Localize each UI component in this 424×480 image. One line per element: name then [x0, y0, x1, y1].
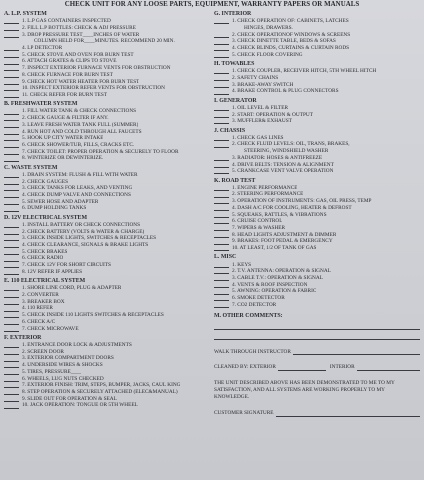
check-blank[interactable] — [214, 225, 229, 231]
checklist-item-label: 4. RUN HOT AND COLD THROUGH ALL FAUCETS — [22, 128, 142, 135]
demonstration-statement: THE UNIT DESCRIBED ABOVE HAS BEEN DEMONSTRATED TO ME TO MY SATISFACTION, AND ALL SYSTEMS ARE WORKING PROPERLY TO MY KNOWLEDGE. — [214, 380, 395, 400]
checklist-item-label: 5. TIRES, PRESSURE____ — [22, 368, 82, 375]
check-blank[interactable] — [4, 65, 19, 71]
comments-line[interactable] — [214, 320, 420, 330]
comments-line[interactable] — [214, 330, 420, 340]
checklist-item-label: 5. SQUEAKS, RATTLES, & VIBRATIONS — [232, 211, 327, 218]
checklist-item-label: 6. CHECK A/C — [22, 318, 56, 325]
check-blank[interactable] — [214, 52, 229, 58]
checklist-columns — [4, 11, 420, 417]
check-blank[interactable] — [4, 285, 19, 291]
checklist-item-label: 3. CHECK TANKS FOR LEAKS, AND VENTING — [22, 185, 133, 192]
checklist-item — [4, 305, 212, 312]
checklist-item — [214, 302, 420, 309]
checklist-item-label: 3. BREAKER BOX — [22, 298, 65, 305]
checklist-item — [214, 232, 420, 239]
check-blank[interactable] — [4, 382, 19, 388]
check-blank[interactable] — [214, 295, 229, 301]
check-blank[interactable] — [4, 249, 19, 255]
checklist-item — [4, 389, 212, 396]
checklist-item — [4, 45, 212, 52]
checklist-item-label: 2. CHECK GAUGES — [22, 178, 69, 185]
checklist-item-label: 9. BRAKES: FOOT PEDAL & EMERGENCY — [232, 238, 333, 245]
check-blank[interactable] — [214, 262, 229, 268]
checklist-item — [214, 212, 420, 219]
section-title-110-electrical-system: E. 110 ELECTRICAL SYSTEM — [4, 278, 86, 285]
checklist-item-label: 1. DRAIN SYSTEM: FLUSH & FILL WITH WATER — [22, 171, 138, 178]
check-blank[interactable] — [214, 282, 229, 288]
checklist-item-label: 2. SAFETY CHAINS — [232, 74, 279, 81]
check-blank[interactable] — [4, 299, 19, 305]
checklist-item — [4, 65, 212, 72]
checklist-item — [214, 135, 420, 142]
checklist-item — [4, 285, 212, 292]
checklist-item — [4, 326, 212, 333]
cleaned-exterior-field[interactable] — [278, 365, 326, 371]
check-blank[interactable] — [4, 305, 19, 311]
customer-signature-field[interactable] — [276, 411, 421, 417]
check-blank[interactable] — [4, 108, 19, 114]
checklist-item — [4, 85, 212, 92]
check-blank[interactable] — [214, 32, 229, 38]
checklist-item-label: 6. CHECK SHOWER/TUB, FILLS, CRACKS ETC. — [22, 141, 135, 148]
check-blank[interactable] — [4, 72, 19, 78]
check-blank[interactable] — [4, 229, 19, 235]
check-blank[interactable] — [4, 199, 19, 205]
check-blank[interactable] — [4, 242, 19, 248]
checklist-item — [214, 141, 420, 148]
checklist-item — [4, 72, 212, 79]
checklist-item — [4, 319, 212, 326]
checklist-item-label: 6. CHECK RADIO — [22, 255, 64, 262]
check-blank[interactable] — [4, 85, 19, 91]
check-blank[interactable] — [214, 268, 229, 274]
check-blank[interactable] — [214, 198, 229, 204]
checklist-item-label: 2. SCREEN DOOR — [22, 348, 64, 355]
checklist-item-label: 1. KEYS — [232, 261, 252, 268]
comments-heading: M. OTHER COMMENTS: — [214, 312, 283, 319]
check-blank[interactable] — [214, 105, 229, 111]
check-blank[interactable] — [4, 58, 19, 64]
checklist-item — [4, 396, 212, 403]
customer-signature-label: CUSTOMER SIGNATURE — [214, 409, 274, 416]
checklist-item — [4, 172, 212, 179]
checklist-item — [214, 288, 420, 295]
checklist-item-label: 3. CHECK INSIDE LIGHTS, SWITCHES & RECEPTACLES — [22, 235, 157, 242]
checklist-item-label: 3. BRAKE-AWAY SWITCH — [232, 81, 294, 88]
checklist-item — [214, 185, 420, 192]
checklist-item-label: 4. BRAKE CONTROL & PLUG CONNECTORS — [232, 88, 339, 95]
checklist-item-label: 4. LP DETECTOR — [22, 45, 63, 52]
checklist-item-label: 3. CABLE T.V.: OPERATION & SIGNAL — [232, 274, 323, 281]
check-blank[interactable] — [214, 88, 229, 94]
section-title-towables: H. TOWABLES — [214, 61, 255, 68]
checklist-item — [214, 205, 420, 212]
checklist-item — [214, 75, 420, 82]
check-blank[interactable] — [214, 191, 229, 197]
check-blank[interactable] — [4, 185, 19, 191]
section-title-interior: G. INTERIOR — [214, 11, 252, 17]
check-blank[interactable] — [4, 155, 19, 161]
check-blank[interactable] — [214, 45, 229, 51]
check-blank[interactable] — [4, 32, 19, 38]
checklist-item — [4, 299, 212, 306]
check-blank[interactable] — [4, 25, 19, 31]
checklist-item-label: 1. CHECK COUPLER, RECEIVER HITCH, 5TH WHEEL HITCH — [232, 68, 377, 75]
checklist-item-label: 8. HEAD LIGHTS ADJUSTMENT & DIMMER — [232, 231, 337, 238]
checklist-item-label: 1. CHECK GAS LINES — [232, 134, 284, 141]
check-blank[interactable] — [4, 269, 19, 275]
check-blank[interactable] — [4, 122, 19, 128]
checklist-item-label: 7. CHECK TOILET: PROPER OPERATION & SECURELY TO FLOOR — [22, 148, 179, 155]
checklist-item — [214, 282, 420, 289]
checklist-item-label: 5. CHECK FLOOR COVERING — [232, 51, 303, 58]
checklist-item — [214, 118, 420, 125]
checklist-item-label: 3. RADIATOR: HOSES & ANTIFREEZE — [232, 154, 323, 161]
check-blank[interactable] — [4, 172, 19, 178]
check-blank[interactable] — [214, 141, 229, 147]
checklist-item — [4, 192, 212, 199]
check-blank[interactable] — [214, 245, 229, 251]
check-blank[interactable] — [214, 218, 229, 224]
walk-through-row — [214, 349, 420, 356]
page-header: CHECK UNIT FOR ANY LOOSE PARTS, EQUIPMENT, WARRANTY PAPERS OR MANUALS — [64, 1, 360, 8]
checklist-item-label: 8. CHECK FURNACE FOR BURN TEST — [22, 71, 113, 78]
check-blank[interactable] — [4, 349, 19, 355]
checklist-item-label: 2. CHECK BATTERY (VOLTS & WATER & CHARGE) — [22, 228, 145, 235]
check-blank[interactable] — [214, 18, 229, 24]
check-blank[interactable] — [214, 38, 229, 44]
check-blank[interactable] — [4, 149, 19, 155]
checklist-item-label: 1. SHORE LINE CORD, PLUG & ADAPTER — [22, 285, 122, 292]
check-blank[interactable] — [214, 82, 229, 88]
checklist-item — [214, 88, 420, 95]
checklist-item — [4, 155, 212, 162]
checklist-item — [4, 18, 212, 25]
check-blank[interactable] — [214, 232, 229, 238]
checklist-item — [214, 268, 420, 275]
check-blank[interactable] — [4, 205, 19, 211]
checklist-item-label: 11. CHECK REFER FOR BURN TEST — [22, 91, 108, 98]
check-blank[interactable] — [214, 155, 229, 161]
checklist-item-label: 6. DUMP HOLDING TANKS — [22, 205, 87, 212]
check-blank[interactable] — [4, 135, 19, 141]
checklist-item — [214, 18, 420, 25]
check-blank[interactable] — [214, 135, 229, 141]
check-blank[interactable] — [214, 68, 229, 74]
checklist-item-label: 2. START: OPERATION & OUTPUT — [232, 111, 313, 118]
check-blank[interactable] — [214, 185, 229, 191]
checklist-item — [4, 376, 212, 383]
checklist-item-label: 6. WHEELS, LUG NUTS CHECKED — [22, 375, 104, 382]
checklist-item — [214, 38, 420, 45]
checklist-item-label: 5. HOOK UP CITY WATER INTAKE — [22, 135, 104, 142]
checklist-item — [214, 148, 420, 155]
check-blank[interactable] — [214, 238, 229, 244]
section-title-road-test: K. ROAD TEST — [214, 177, 256, 184]
checklist-item — [4, 205, 212, 212]
checklist-item — [214, 262, 420, 269]
check-blank[interactable] — [4, 326, 19, 332]
checklist-item — [4, 369, 212, 376]
checklist-item-label: 2. CONVERTER — [22, 292, 59, 298]
checklist-item — [4, 255, 212, 262]
checklist-item-label: 3. CHECK DINETTE TABLE, BEDS & SOFAS — [232, 38, 336, 45]
section-title-exterior: F. EXTERIOR — [4, 334, 42, 341]
checklist-item-label: 7. INSPECT EXTERIOR FURNACE VENTS FOR OBSTRUCTION — [22, 65, 171, 72]
checklist-item — [4, 292, 212, 299]
checklist-item-label: 4. DRIVE BELTS: TENSION & ALIGNMENT — [232, 161, 334, 168]
check-blank[interactable] — [4, 312, 19, 318]
section-title-chassis: J. CHASSIS — [214, 127, 246, 134]
checklist-item-label: 2. CHECK FLUID LEVELS: OIL, TRANS, BRAKES, — [232, 141, 350, 148]
checklist-item — [4, 115, 212, 122]
checklist-item — [4, 32, 212, 39]
checklist-item — [214, 191, 420, 198]
checklist-item-label: 4. 110 REFER — [22, 305, 53, 312]
checklist-item-label: 7. CHECK MICROWAVE — [22, 325, 79, 332]
checklist-item — [214, 105, 420, 112]
checklist-item-label: 4. CHECK DUMP VALVE AND CONNECTIONS — [22, 191, 131, 198]
checklist-item-label: 3. LEAVE FRESH WATER TANK FULL (SUMMER) — [22, 121, 139, 128]
checklist-item-label: 1. FILL WATER TANK & CHECK CONNECTIONS — [22, 108, 137, 115]
checklist-item — [4, 355, 212, 362]
checklist-item-label: 5. AWNING: OPERATION & FABRIC — [232, 288, 317, 295]
check-blank[interactable] — [214, 162, 229, 168]
checklist-item — [4, 92, 212, 99]
right-column — [214, 11, 420, 417]
checklist-item — [4, 52, 212, 59]
checklist-item-label: 3. EXTERIOR COMPARTMENT DOORS — [22, 355, 114, 362]
checklist-item-label: 2. T.V. ANTENNA: OPERATION & SIGNAL — [232, 268, 331, 275]
check-blank[interactable] — [214, 212, 229, 218]
checklist-item-label: 5. CRANKCASE VENT VALVE OPERATION — [232, 168, 334, 175]
check-blank[interactable] — [214, 168, 229, 174]
check-blank[interactable] — [4, 235, 19, 241]
checklist-item-label: 10. JACK OPERATION: TONGUE OR 5TH WHEEL — [22, 402, 138, 409]
checklist-item — [214, 162, 420, 169]
indent-spacer — [4, 38, 34, 45]
checklist-item — [4, 185, 212, 192]
check-blank[interactable] — [4, 319, 19, 325]
walk-through-field[interactable] — [293, 349, 420, 355]
checklist-item-label: 8. WINTERIZE OR DEWINTERIZE. — [22, 155, 104, 162]
left-column — [4, 11, 212, 417]
checklist-item — [214, 225, 420, 232]
checklist-item — [4, 179, 212, 186]
checklist-item — [4, 58, 212, 65]
check-blank[interactable] — [4, 92, 19, 98]
checklist-item — [4, 262, 212, 269]
check-blank[interactable] — [214, 288, 229, 294]
indent-spacer — [214, 25, 244, 32]
checklist-item-label: 2. CHECK OPERATIONOF WINDOWS & SCREENS — [232, 31, 351, 38]
checklist-item — [4, 249, 212, 256]
checklist-item-label: COLUMN HELD FOR____MINUTES. RECOMMEND 20 MIN. — [34, 38, 175, 45]
checklist-item-label: 8. 12V REFER IF APPLIES — [22, 268, 83, 275]
checklist-item-label: 1. CHECK OPERATION OF: CABINETS, LATCHES — [232, 18, 349, 25]
checklist-item-label: 10. INSPECT EXTERIOR REFER VENTS FOR OBSTRUCTION — [22, 85, 165, 92]
checklist-item — [214, 168, 420, 175]
checklist-item — [4, 199, 212, 206]
check-blank[interactable] — [4, 355, 19, 361]
checklist-item-label: 5. CHECK STOVE AND OVEN FOR BURN TEST — [22, 51, 134, 58]
checklist-item-label: 4. VENTS & ROOF INSPECTION — [232, 281, 308, 288]
check-blank[interactable] — [4, 402, 19, 408]
section-title-misc: L. MISC — [214, 254, 237, 261]
checklist-item — [4, 25, 212, 32]
checklist-item — [4, 135, 212, 142]
checklist-item-label: 9. CHECK HOT WATER HEATER FOR BURN TEST — [22, 78, 140, 85]
checklist-item — [4, 342, 212, 349]
check-blank[interactable] — [4, 389, 19, 395]
section-title-generator: I. GENERATOR — [214, 97, 257, 104]
checklist-item — [214, 218, 420, 225]
checklist-item-label: 3. DROP PRESSURE TEST____INCHES OF WATER — [22, 31, 140, 38]
indent-spacer — [214, 148, 244, 155]
checklist-item-label: 5. SEWER HOSE AND ADAPTER — [22, 198, 99, 205]
checklist-item — [4, 222, 212, 229]
checklist-item — [4, 129, 212, 136]
check-blank[interactable] — [4, 115, 19, 121]
checklist-item-label: 1. ENTRANCE DOOR LOCK & ADJUSTMENTS — [22, 342, 132, 349]
checklist-item — [214, 25, 420, 32]
checklist-item — [4, 362, 212, 369]
checklist-item — [4, 402, 212, 409]
checklist-item — [214, 68, 420, 75]
checklist-item-label: 6. ATTACH GRATES & CLIPS TO STOVE — [22, 58, 117, 65]
check-blank[interactable] — [4, 292, 19, 298]
check-blank[interactable] — [4, 342, 19, 348]
cleaned-by-label: CLEANED BY: EXTERIOR — [214, 364, 276, 371]
checklist-item — [214, 112, 420, 119]
checklist-item-label: 7. CHECK 12V FOR SHORT CIRCUITS — [22, 262, 111, 269]
checklist-item — [4, 235, 212, 242]
checklist-item — [4, 312, 212, 319]
check-blank[interactable] — [4, 45, 19, 51]
interior-label: INTERIOR — [329, 364, 355, 371]
checklist-item-label: 2. FILL L.P BOTTLES: CHECK & ADJ PRESSURE — [22, 24, 136, 31]
checklist-item — [214, 155, 420, 162]
checklist-item-label: 4. DASH A/C FOR COOLING, HEATER & DEFROST — [232, 204, 352, 211]
checklist-item — [4, 229, 212, 236]
checklist-item-label: 1. OIL LEVEL & FILTER — [232, 104, 289, 111]
checklist-item-label: 1. L.P GAS CONTAINERS INSPECTED — [22, 18, 111, 25]
checklist-item-label: 4. UNDERSIDE WIRES & SHOCKS — [22, 362, 103, 369]
checklist-item-label: 10. AT LEAST, 1/2 OF TANK OF GAS — [232, 245, 317, 252]
checklist-item — [4, 122, 212, 129]
checklist-item — [214, 52, 420, 59]
check-blank[interactable] — [4, 18, 19, 24]
check-blank[interactable] — [4, 396, 19, 402]
checklist-item — [214, 82, 420, 89]
checklist-item-label: 8. STEP OPERATION & SECURELY ATTACHED (ELEC&MANUAL) — [22, 388, 178, 395]
walk-through-label: WALK THROUGH INSTRUCTOR — [214, 348, 291, 355]
check-blank[interactable] — [214, 75, 229, 81]
section-title-l-p-system: A. L.P. SYSTEM — [4, 11, 47, 17]
section-title-12v-electrical-system: D. 12V ELECTRICAL SYSTEM — [4, 214, 88, 221]
checklist-item-label: 6. SMOKE DETECTOR — [232, 295, 285, 302]
check-blank[interactable] — [4, 376, 19, 382]
check-blank[interactable] — [214, 112, 229, 118]
checklist-item-label: 4. CHECK CLEARANCE, SIGNALS & BRAKE LIGHTS — [22, 241, 149, 248]
right-sections — [214, 11, 420, 309]
checklist-item — [4, 349, 212, 356]
check-blank[interactable] — [4, 79, 19, 85]
checklist-item — [4, 79, 212, 86]
checklist-item — [214, 198, 420, 205]
checklist-item — [4, 242, 212, 249]
checklist-item-label: 7. WIPERS & WASHER — [232, 224, 286, 231]
checklist-item-label: HINGES, DRAWERS. — [244, 24, 293, 31]
checklist-item — [214, 295, 420, 302]
section-title-waste-system: C. WASTE SYSTEM — [4, 164, 58, 171]
checklist-item — [214, 245, 420, 252]
checklist-item — [4, 108, 212, 115]
check-blank[interactable] — [4, 192, 19, 198]
checklist-item — [4, 382, 212, 389]
check-blank[interactable] — [4, 179, 19, 185]
checklist-item-label: 5. CHECK INSIDE 110 LIGHTS SWITCHES & RECEPTACLES — [22, 312, 164, 319]
check-blank[interactable] — [4, 262, 19, 268]
checklist-item — [4, 269, 212, 276]
check-blank[interactable] — [4, 255, 19, 261]
checklist-item-label: 7. CO2 DETECTOR — [232, 301, 277, 308]
checklist-item-label: 1. ENGINE PERFORMANCE — [232, 184, 298, 191]
check-blank[interactable] — [4, 369, 19, 375]
checklist-item-label: 7. EXTERIOR FINISH: TRIM, STEPS, BUMPER, JACKS, CAUL KING — [22, 382, 181, 389]
section-title-freshwater-system: B. FRESHWATER SYSTEM — [4, 101, 78, 108]
checklist-item — [214, 238, 420, 245]
checklist-item — [214, 45, 420, 52]
check-blank[interactable] — [4, 222, 19, 228]
checklist-item-label: STEERING, WINDSHIELD WASHER — [244, 148, 329, 155]
checklist-item-label: 2. CHECK GAUGE & FILTER IF ANY. — [22, 115, 109, 122]
checklist-item-label: 9. SLIDE OUT FOR OPERATION & SEAL — [22, 395, 117, 402]
customer-signature-row — [214, 410, 420, 417]
checklist-item — [4, 142, 212, 149]
check-blank[interactable] — [214, 275, 229, 281]
check-blank[interactable] — [4, 142, 19, 148]
check-blank[interactable] — [214, 205, 229, 211]
check-blank[interactable] — [214, 302, 229, 308]
checklist-item — [4, 38, 212, 45]
checklist-item-label: 6. CRUISE CONTROL — [232, 218, 283, 225]
checklist-item-label: 1. INSTALL BATTERY OR CHECK CONNECTIONS — [22, 221, 141, 228]
check-blank[interactable] — [4, 362, 19, 368]
checklist-item-label: 3. OPERATION OF INSTRUMENTS: GAS, OIL PRESS, TEMP — [232, 198, 372, 205]
check-blank[interactable] — [4, 129, 19, 135]
checklist-item-label: 2. STEERING PERFORMANCE — [232, 191, 304, 198]
checklist-item-label: 5. CHECK BRAKES — [22, 248, 68, 255]
check-blank[interactable] — [214, 118, 229, 124]
checklist-item — [214, 32, 420, 39]
check-blank[interactable] — [4, 52, 19, 58]
cleaned-interior-field[interactable] — [357, 365, 420, 371]
checklist-item — [4, 149, 212, 156]
checklist-item-label: 3. MUFFLER& EXHAUST — [232, 118, 292, 125]
checklist-item — [214, 275, 420, 282]
checklist-item-label: 4. CHECK BLINDS, CURTAINS & CURTAIN RODS — [232, 45, 350, 52]
cleaned-by-row — [214, 364, 420, 371]
